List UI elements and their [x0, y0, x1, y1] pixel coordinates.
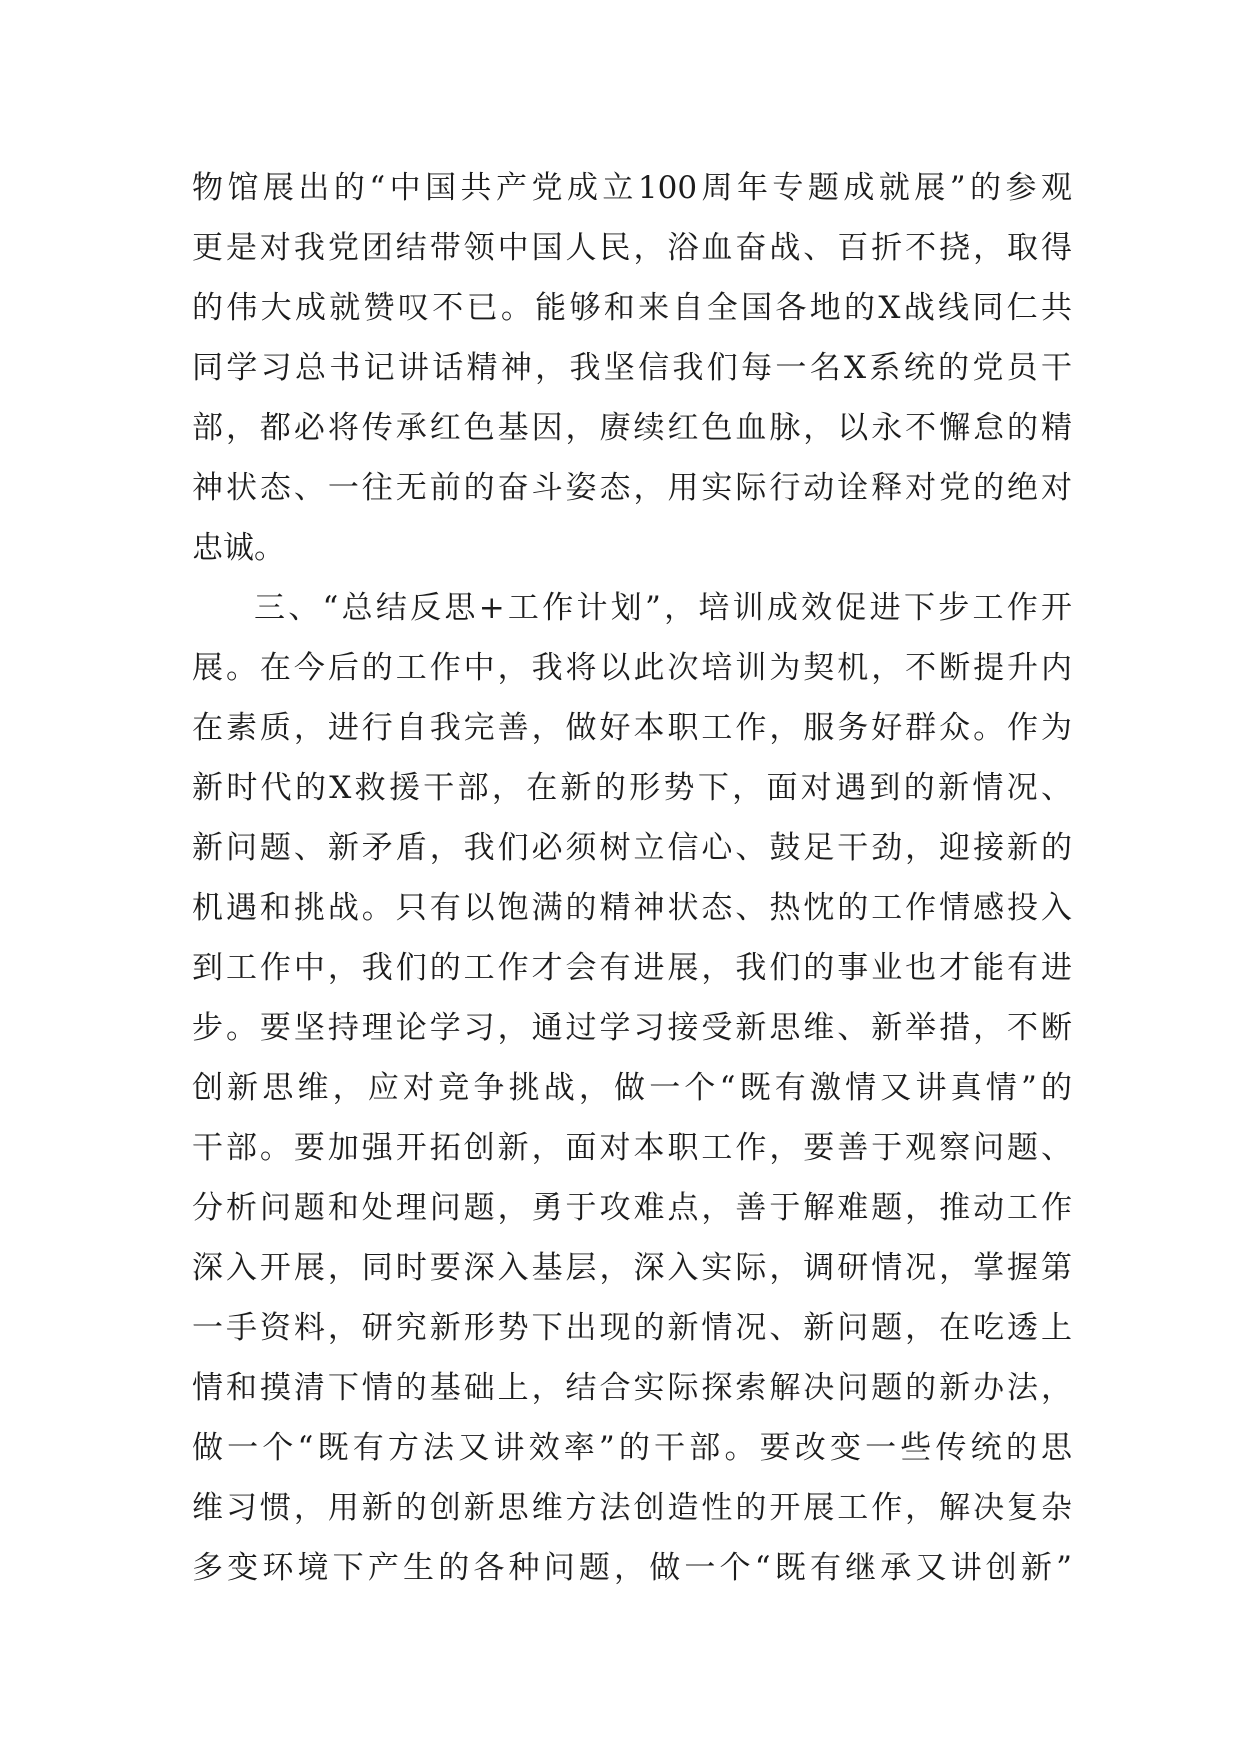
text-line: 做一个“既有方法又讲效率”的干部。要改变一些传统的思 — [192, 1430, 1072, 1466]
text-line: 神状态、一往无前的奋斗姿态，用实际行动诠释对党的绝对 — [192, 470, 1072, 506]
text-line: 新问题、新矛盾，我们必须树立信心、鼓足干劲，迎接新的 — [192, 830, 1072, 866]
text-line: 分析问题和处理问题，勇于攻难点，善于解难题，推动工作 — [192, 1190, 1072, 1226]
text-line: 到工作中，我们的工作才会有进展，我们的事业也才能有进 — [192, 950, 1072, 986]
text-line: 的伟大成就赞叹不已。能够和来自全国各地的X战线同仁共 — [192, 290, 1072, 326]
text-line: 物馆展出的“中国共产党成立100周年专题成就展”的参观 — [192, 170, 1072, 206]
text-line: 干部。要加强开拓创新，面对本职工作，要善于观察问题、 — [192, 1130, 1072, 1166]
text-line: 多变环境下产生的各种问题，做一个“既有继承又讲创新” — [192, 1550, 1072, 1586]
text-line: 维习惯，用新的创新思维方法创造性的开展工作，解决复杂 — [192, 1490, 1072, 1526]
body-text — [192, 158, 1072, 1598]
text-line: 步。要坚持理论学习，通过学习接受新思维、新举措，不断 — [192, 1010, 1072, 1046]
text-line: 机遇和挑战。只有以饱满的精神状态、热忱的工作情感投入 — [192, 890, 1072, 926]
text-line: 深入开展，同时要深入基层，深入实际，调研情况，掌握第 — [192, 1250, 1072, 1286]
text-line: 情和摸清下情的基础上，结合实际探索解决问题的新办法， — [192, 1370, 1072, 1406]
text-line: 忠诚。 — [192, 530, 285, 566]
text-line: 更是对我党团结带领中国人民，浴血奋战、百折不挠，取得 — [192, 230, 1072, 266]
text-line: 一手资料，研究新形势下出现的新情况、新问题，在吃透上 — [192, 1310, 1072, 1346]
section-heading-line: 三、“总结反思+工作计划”，培训成效促进下步工作开 — [254, 590, 1072, 626]
text-line: 创新思维，应对竞争挑战，做一个“既有激情又讲真情”的 — [192, 1070, 1072, 1106]
text-line: 部，都必将传承红色基因，赓续红色血脉，以永不懈怠的精 — [192, 410, 1072, 446]
text-line: 在素质，进行自我完善，做好本职工作，服务好群众。作为 — [192, 710, 1072, 746]
text-line: 新时代的X救援干部，在新的形势下，面对遇到的新情况、 — [192, 770, 1072, 806]
text-line: 同学习总书记讲话精神，我坚信我们每一名X系统的党员干 — [192, 350, 1072, 386]
text-line: 展。在今后的工作中，我将以此次培训为契机，不断提升内 — [192, 650, 1072, 686]
